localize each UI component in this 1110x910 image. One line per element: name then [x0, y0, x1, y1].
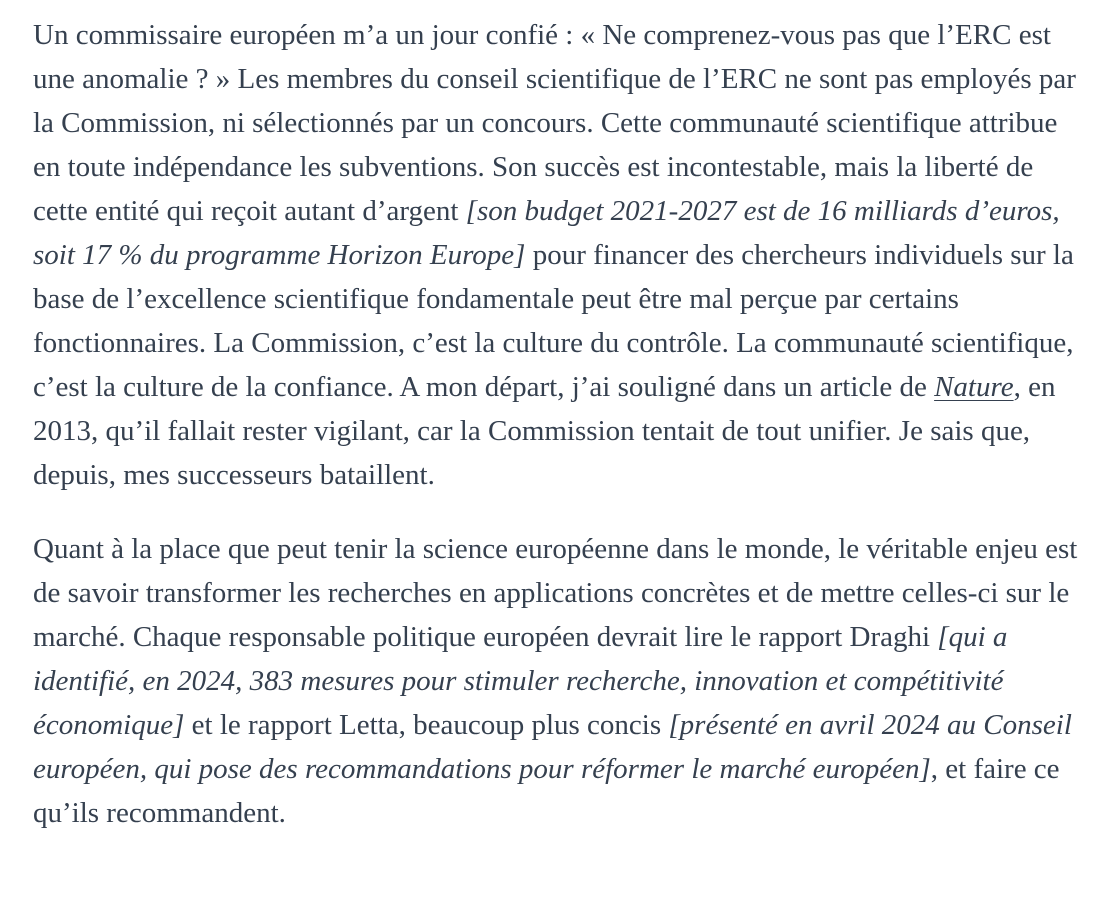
text-run: Un commissaire européen m’a un jour confié : « Ne comprenez-vous pas que l’ERC est une anomalie ? » Les membres du conseil scientifique de l’ERC ne sont pas employés par la Commission, ni sélectionnés par un concours. Cette communauté scientifique attribue en toute indépendance les subventions. Son succès est incontestable, mais la liberté de cette entité qui reçoit autant d’argent	[33, 19, 1076, 227]
text-run: , en 2013, qu’il fallait rester vigilant, car la Commission tentait de tout unifier. Je sais que, depuis, mes successeurs bataillent.	[33, 371, 1056, 491]
text-run: et le rapport Letta, beaucoup plus concis	[184, 709, 669, 741]
paragraph-1	[33, 13, 1082, 497]
letta-aside: [présenté en avril 2024 au Conseil européen, qui pose des recommandations pour réformer le marché européen]	[33, 709, 1072, 785]
paragraph-2	[33, 527, 1082, 835]
budget-aside: [son budget 2021-2027 est de 16 milliards d’euros, soit 17 % du programme Horizon Europe]	[33, 195, 1060, 271]
text-run: , et faire ce qu’ils recommandent.	[33, 753, 1060, 829]
text-run: Quant à la place que peut tenir la science européenne dans le monde, le véritable enjeu est de savoir transformer les recherches en applications concrètes et de mettre celles-ci sur le marché. Chaque responsable politique européen devrait lire le rapport Draghi	[33, 533, 1078, 653]
draghi-aside: [qui a identifié, en 2024, 383 mesures pour stimuler recherche, innovation et compétitivité économique]	[33, 621, 1008, 741]
nature-link[interactable]: Nature	[934, 371, 1014, 403]
text-run: pour financer des chercheurs individuels sur la base de l’excellence scientifique fondamentale peut être mal perçue par certains fonctionnaires. La Commission, c’est la culture du contrôle. La communauté scientifique, c’est la culture de la confiance. A mon départ, j’ai souligné dans un article de	[33, 239, 1074, 403]
